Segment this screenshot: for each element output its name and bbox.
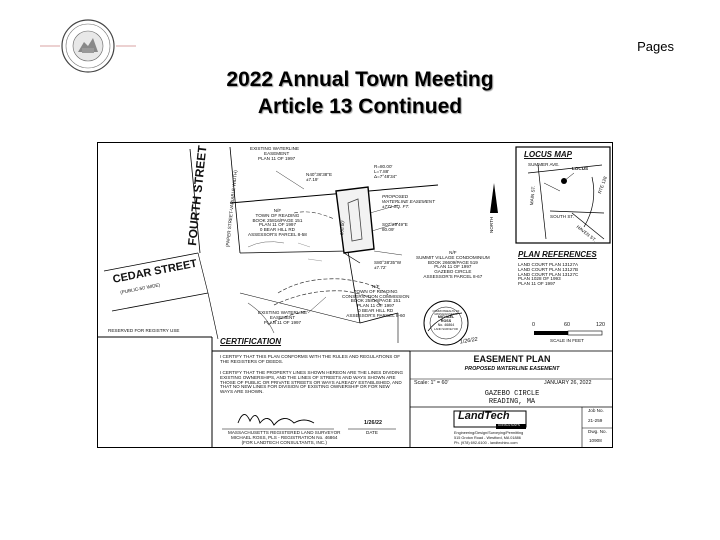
existing-easement-bottom: EXISTING WATERLINE EASEMENT PLAN 11 OF 1997: [258, 310, 308, 325]
town-parcel-label: N/F TOWN OF READING BOOK 25816/PAGE 151 PLAN 11 OF 1997 0 BEAR HILL RD ASSESSOR'S PARCEL 8-58: [248, 208, 307, 238]
scale-tick-0: 0: [532, 322, 535, 328]
existing-easement-top: EXISTING WATERLINE EASEMENT PLAN 11 OF 1997: [250, 146, 300, 161]
plan-location-1: GAZEBO CIRCLE: [484, 390, 540, 398]
plan-references-list: [518, 263, 578, 287]
fourth-street-label: FOURTH STREET: [185, 144, 210, 247]
bearing-top: N40°36'38"E ±7.19': [306, 172, 333, 182]
slide-title: [0, 66, 720, 120]
scale-tick-60: 60: [564, 322, 570, 328]
locus-main-st: MAIN ST.: [529, 185, 537, 206]
summit-village-label: N/F SUMMIT VILLAGE CONDOMINIUM BOOK 26609/PAGE 519 PLAN 11 OF 1997 GAZEBO CIRCLE ASSESSOR'S PARCEL 8-67: [416, 250, 490, 280]
surveyor-info: MASSACHUSETTS REGISTERED LAND SURVEYOR MICHAEL ROSS, PLS - REGISTRATION No. 46864 (FOR LANDTECH CONSULTANTS, INC.): [228, 430, 341, 445]
dwg-no-label: Dwg. No.: [588, 429, 607, 434]
cedar-street-note: (PUBLIC-50' WIDE): [119, 282, 161, 295]
bearing-left: 100.00': [339, 220, 346, 236]
certification-title: CERTIFICATION: [220, 337, 282, 346]
dwg-no-value: 10908: [589, 438, 602, 443]
certification-date: 1/26/22: [364, 420, 382, 426]
pages-label: Pages: [637, 39, 674, 54]
plan-reference-item: LAND COURT PLAN 13127B: [518, 266, 579, 272]
plan-date: JANUARY 26, 2022: [544, 380, 592, 386]
plan-references-title: PLAN REFERENCES: [518, 250, 597, 259]
company-tagline: Engineering/Design/Surveying/Permitting: [454, 431, 524, 435]
locus-marker-label: LOCUS: [572, 166, 589, 171]
easement-plan-subtitle: PROPOSED WATERLINE EASEMENT: [464, 366, 560, 372]
locus-map-title: LOCUS MAP: [524, 150, 572, 159]
easement-plan: [97, 142, 613, 448]
plan-location-2: READING, MA: [488, 398, 536, 406]
bearing-right: S07°29'49"E 80.09': [382, 222, 408, 232]
plan-reference-item: LAND COURT PLAN 13127C: [518, 271, 579, 277]
job-no-label: Job No.: [588, 408, 604, 413]
north-label: NORTH: [489, 216, 494, 233]
stamp-date: 1/26/22: [459, 336, 479, 346]
plan-scale: Scale: 1" = 60': [414, 380, 449, 386]
fourth-street-note: (PAPER STREET-VARIABLE WIDTH): [225, 169, 239, 248]
locus-summer-ave: SUMMER AVE.: [528, 162, 560, 167]
job-no-value: 21-259: [588, 418, 603, 423]
plan-reference-item: PLAN 1028 OF 1993: [518, 276, 561, 282]
certification-para-1: I CERTIFY THAT THIS PLAN CONFORMS WITH THE RULES AND REGULATIONS OF THE REGISTERS OF DEEDS.: [220, 354, 401, 364]
company-address: 515 Groton Road - Westford, MA 01886: [454, 436, 521, 440]
cedar-street-label: CEDAR STREET: [111, 257, 199, 286]
scale-tick-120: 120: [596, 322, 605, 328]
locus-route: RTE 128: [597, 175, 608, 195]
proposed-easement-label: PROPOSED WATERLINE EASEMENT ±771 SQ. FT.: [382, 194, 435, 209]
title-line-1: 2022 Annual Town Meeting: [226, 68, 494, 91]
curve-data: R=80.00' L=7.88' Δ=7°48'34": [374, 164, 397, 179]
easement-plan-title: EASEMENT PLAN: [473, 354, 551, 364]
certification-para-2: I CERTIFY THAT THE PROPERTY LINES SHOWN HEREON ARE THE LINES DIVIDING EXISTING OWNERSHIPS, AND THE LINES OF STREETS AND WAYS SHOWN ARE THOSE OF PUBLIC OR PRIVATE STREETS OR WAYS ALREADY ESTABLISHED, AND THAT NO NEW LINES FOR DIVISION OF EXISTING OWNERSHIP OR FOR NEW WAYS ARE SHOWN.: [220, 370, 404, 395]
title-line-2: Article 13 Continued: [257, 95, 463, 118]
registry-label: RESERVED FOR REGISTRY USE: [108, 328, 180, 333]
landtech-logo: LandTech: [458, 410, 510, 422]
certification-date-label: DATE: [366, 430, 378, 435]
surveyor-stamp: COMMONWEALTH OF MASSACHUSETTS MICHAEL ROSS No. 46864 LAND SURVEYOR: [432, 310, 460, 331]
bearing-mid: S80°38'35"W ±7.72': [374, 260, 402, 270]
locus-haven-st: HAVEN ST.: [575, 224, 598, 243]
plan-reference-item: LAND COURT PLAN 13127A: [518, 262, 579, 267]
locus-south-st: SOUTH ST.: [550, 214, 574, 219]
landtech-logo-sub: CONSULTANTS: [498, 423, 520, 427]
plan-reference-item: PLAN 11 OF 1997: [518, 281, 556, 287]
company-phone: Ph. (978) 692-6100 - landtechinc.com: [454, 441, 518, 445]
conservation-parcel-label: N/F TOWN OF READING CONSERVATION COMMISSION BOOK 25816/PAGE 151 PLAN 11 OF 1997 0 BEAR HILL RD ASSESSOR'S PARCEL 8-60: [342, 284, 410, 318]
scale-unit: SCALE IN FEET: [550, 338, 584, 343]
